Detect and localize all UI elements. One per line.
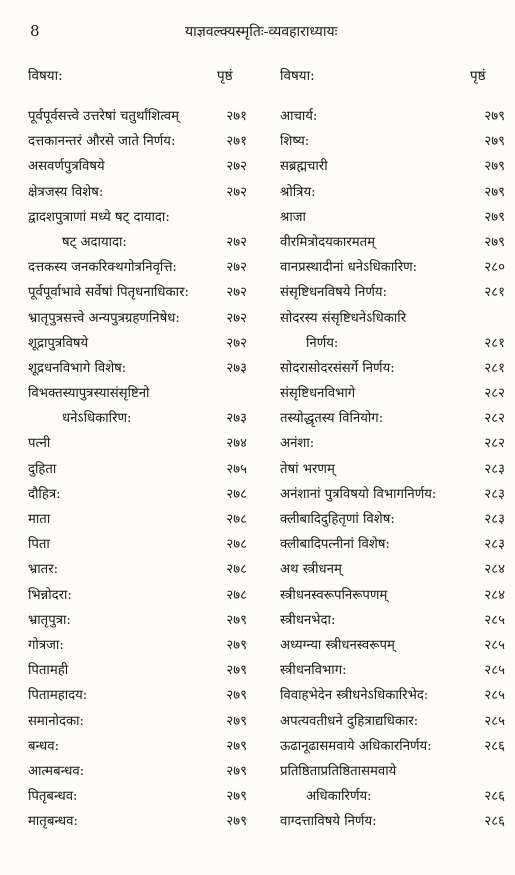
right-subject-heading: विषया: [280,68,315,84]
index-row [0,356,515,381]
right-page-ref: २८१ [484,360,505,376]
right-topic: अधिकारिर्णय: [306,789,372,805]
index-row [0,104,515,129]
left-page-ref: २७९ [226,688,247,704]
left-page-ref: २७८ [226,537,247,553]
index-row [0,406,515,431]
right-topic: स्त्रीधनविभाग: [280,663,347,679]
left-topic: विभक्तस्यापुत्रस्यासंसृष्टिनो [28,386,150,402]
left-topic: आत्मबन्धव: [28,763,85,779]
right-topic: निर्णय: [306,335,339,351]
left-topic: पितामहादय: [28,688,88,704]
index-row [0,154,515,179]
left-topic: पत्नी [28,436,51,452]
left-page-ref: २७८ [226,486,247,502]
right-topic: सोदरस्य संसृष्टिधनेऽधिकारि [280,310,407,326]
right-topic: सब्रह्मचारी [280,159,328,175]
left-page-ref: २७३ [226,360,247,376]
right-topic: अपत्यवतीधने दुहित्राद्यधिकार: [280,713,419,729]
left-topic: गोत्रजा: [28,637,64,653]
page-number: 8 [30,22,40,40]
left-page-ref: २७२ [226,184,247,200]
left-page-ref: २७९ [226,789,247,805]
right-page-ref: २८३ [484,537,505,553]
running-title: याज्ञवल्क्यस्मृतिः-व्यवहाराध्यायः [185,24,338,40]
left-topic: पितामही [28,663,69,679]
left-topic: भ्रातर: [28,562,59,578]
left-page-ref: २७९ [226,637,247,653]
right-page-ref: २८० [484,260,505,276]
right-topic: आचार्य: [280,109,318,124]
left-page-ref: २७९ [226,612,247,628]
right-page-ref: २८६ [484,738,505,754]
left-page-ref: २७२ [226,285,247,301]
left-topic: मातृबन्धव: [28,814,78,830]
left-topic: भ्रातृपुत्रसत्त्वे अन्यपुत्रग्रहणनिषेध: [28,310,180,326]
left-page-ref: २७९ [226,763,247,779]
left-page-ref: २७१ [226,109,247,124]
left-topic: समानोदका: [28,713,84,729]
right-topic: स्त्रीधनभेदा: [280,612,336,628]
right-page-ref: २८५ [484,663,505,679]
right-topic: श्राजा [280,209,306,225]
right-page-ref: २८२ [484,386,505,402]
right-page-ref: २७९ [484,184,505,200]
index-row [0,734,515,759]
index-row [0,431,515,456]
left-topic: दत्तकानन्तरं औरसे जाते निर्णय: [28,134,176,150]
left-topic: माता [28,512,51,527]
right-topic: क्लीबादिदुहितृणां विशेष: [280,512,395,527]
index-row [0,280,515,305]
index-row [0,784,515,809]
right-page-ref: २८३ [484,486,505,502]
left-page-ref: २७८ [226,512,247,527]
left-page-ref: २७९ [226,814,247,830]
left-topic: धनेऽधिकारिण: [62,411,132,427]
right-topic: विवाहभेदेन स्त्रीधनेऽधिकारिभेद: [280,688,429,704]
left-page-ref: २७९ [226,738,247,754]
right-page-ref: २८४ [484,587,505,603]
right-topic: संसृष्टिधनविषये निर्णय: [280,285,387,301]
index-entries [0,104,515,834]
left-page-ref: २७४ [226,436,247,452]
right-page-heading: पृष्ठं [470,68,486,84]
left-topic: भ्रातृपुत्रा: [28,612,71,628]
right-topic: वीरमित्रोदयकारमतम् [280,234,376,250]
right-topic: तेषां भरणम् [280,461,335,477]
left-topic: पिता [28,537,50,553]
left-page-ref: २७१ [226,134,247,150]
left-topic: शूद्रापुत्रविषये [28,335,89,351]
index-row [0,306,515,331]
left-page-ref: २७८ [226,562,247,578]
right-page-ref: २७९ [484,109,505,124]
left-topic: बन्धव: [28,738,60,754]
left-page-ref: २७२ [226,159,247,175]
index-row [0,457,515,482]
right-page-ref: २८५ [484,612,505,628]
left-page-ref: २७९ [226,663,247,679]
right-page-ref: २८३ [484,512,505,527]
index-row [0,683,515,708]
left-page-ref: २७८ [226,587,247,603]
right-topic: अनंशा: [280,436,315,452]
left-page-heading: पृष्ठं [217,68,233,84]
right-topic: ऊढानूढासमवाये अधिकारनिर्णय: [280,738,432,754]
right-page-ref: २७९ [484,134,505,150]
left-topic: शूद्रधनविभागे विशेष: [28,360,127,376]
right-topic: प्रतिष्ठिताप्रतिष्ठितासमवाये [280,763,397,779]
index-row [0,709,515,734]
index-row [0,608,515,633]
right-page-ref: २८२ [484,411,505,427]
right-page-ref: २७९ [484,234,505,250]
right-topic: संसृष्टिधनविभागे [280,386,356,402]
index-row [0,759,515,784]
index-row [0,583,515,608]
right-topic: अध्यग्न्या स्त्रीधनस्वरूपम् [280,637,395,653]
index-row [0,230,515,255]
right-page-ref: २७९ [484,209,505,225]
right-page-ref: २८६ [484,814,505,830]
left-page-ref: २७५ [226,461,247,477]
left-topic: भिन्नोदरा: [28,587,72,603]
right-page-ref: २८६ [484,789,505,805]
index-row [0,381,515,406]
index-row [0,507,515,532]
index-row [0,633,515,658]
right-page-ref: २८१ [484,335,505,351]
right-topic: क्लीबादिपत्नीनां विशेष: [280,537,390,553]
page-header [0,22,515,46]
right-topic: अनंशानां पुत्रविषयो विभागनिर्णय: [280,486,437,502]
right-page-ref: २८३ [484,461,505,477]
right-topic: वाग्दत्ताविषये निर्णय: [280,814,377,830]
right-topic: सोदरासोदरसंसर्गे निर्णय: [280,360,395,376]
index-row [0,205,515,230]
left-subject-heading: विषया: [28,68,63,84]
left-topic: पितृबन्धव: [28,789,78,805]
index-row [0,180,515,205]
right-topic: शिष्य: [280,134,310,150]
left-topic: द्वादशपुत्राणां मध्ये षट् दायादा: [28,209,170,225]
index-row [0,809,515,834]
right-topic: तस्योद्धृतस्य विनियोग: [280,411,384,427]
right-topic: अथ स्त्रीधनम् [280,562,342,578]
left-page-ref: २७९ [226,713,247,729]
index-row [0,255,515,280]
left-topic: दुहिता [28,461,57,477]
right-page-ref: २८५ [484,688,505,704]
left-topic: असवर्णपुत्रविषये [28,159,105,175]
left-topic: षट् अदायादा: [62,234,127,250]
left-page-ref: २७२ [226,335,247,351]
right-topic: स्त्रीधनस्वरूपनिरूपणम् [280,587,388,603]
left-topic: पूर्वपूर्वसत्त्वे उत्तरेषां चतुर्थांशित्वम् [28,109,179,124]
right-page-ref: २७९ [484,159,505,175]
right-page-ref: २८२ [484,436,505,452]
index-row [0,482,515,507]
index-row [0,658,515,683]
index-row [0,129,515,154]
right-page-ref: २८५ [484,713,505,729]
left-topic: दत्तकस्य जनकरिक्थगोत्रनिवृत्ति: [28,260,177,276]
right-topic: श्रोत्रिय: [280,184,316,200]
left-topic: दौहित्र: [28,486,61,502]
index-row [0,532,515,557]
left-page-ref: २७२ [226,310,247,326]
right-page-ref: २८१ [484,285,505,301]
left-topic: पूर्वपूर्वाभावे सर्वेषां पितृधनाधिकार: [28,285,189,301]
left-page-ref: २७२ [226,260,247,276]
left-topic: क्षेत्रजस्य विशेष: [28,184,104,200]
right-topic: वानप्रस्थादीनां धनेऽधिकारिण: [280,260,418,276]
index-row [0,331,515,356]
right-page-ref: २८४ [484,562,505,578]
left-page-ref: २७२ [226,234,247,250]
left-page-ref: २७३ [226,411,247,427]
right-page-ref: २८५ [484,637,505,653]
index-row [0,557,515,582]
